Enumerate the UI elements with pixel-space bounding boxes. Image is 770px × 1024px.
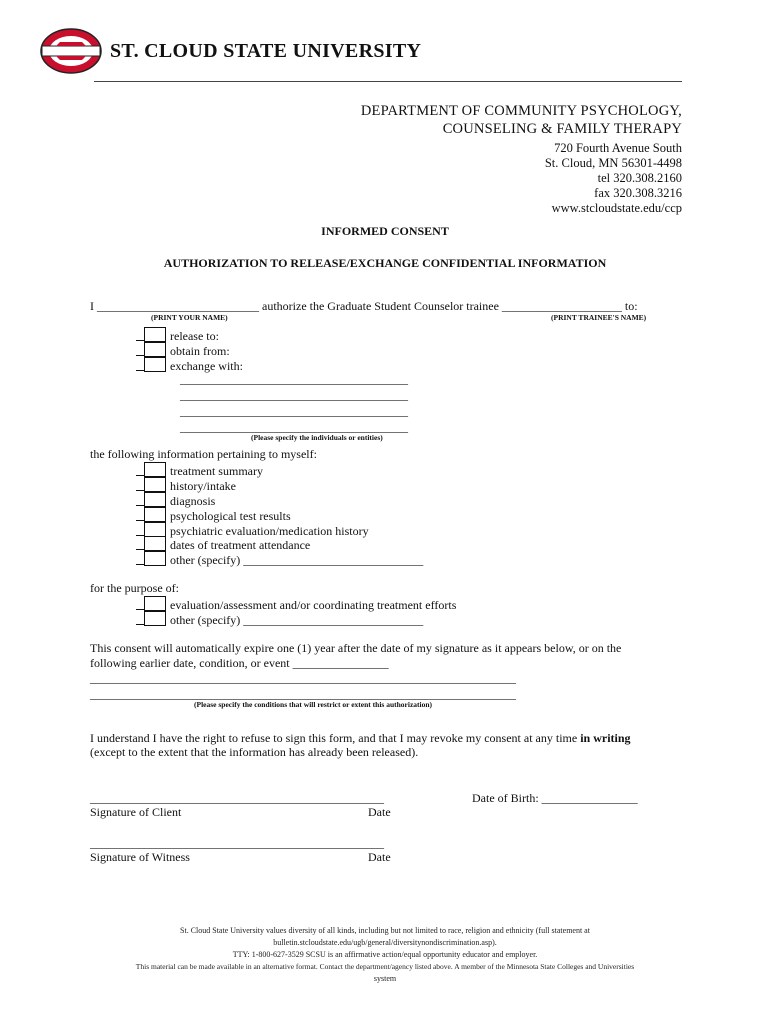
header-divider [94, 81, 682, 82]
info-checkbox[interactable] [144, 536, 166, 551]
understand-text-cont: (except to the extent that the information has already been released). [90, 745, 419, 759]
date-of-birth-field[interactable]: Date of Birth: ________________ [472, 791, 638, 805]
authorize-line: I ___________________________ authorize the Graduate Student Counselor trainee ____________________ to: [90, 299, 638, 313]
form-title: INFORMED CONSENT [321, 224, 449, 238]
info-checkbox[interactable] [144, 551, 166, 566]
release-to-checkbox[interactable] [144, 327, 166, 342]
info-checkbox[interactable] [144, 522, 166, 537]
info-option[interactable]: diagnosis [136, 492, 215, 509]
address-city: St. Cloud, MN 56301-4498 [544, 156, 682, 170]
footer-diversity-url: bulletin.stcloudstate.edu/ugb/general/diversitynondiscrimination.asp). [273, 938, 497, 947]
university-logo [40, 28, 102, 74]
info-checkbox[interactable] [144, 477, 166, 492]
witness-date-label: Date [368, 850, 391, 864]
understand-text: I understand I have the right to refuse to sign this form, and that I may revoke my consent at any time in writing [90, 731, 631, 745]
obtain-from-checkbox[interactable] [144, 342, 166, 357]
exchange-with-option[interactable]: exchange with: [136, 357, 243, 374]
purpose-intro: for the purpose of: [90, 581, 179, 595]
info-intro: the following information pertaining to myself: [90, 447, 317, 461]
witness-signature-line[interactable]: _________________________________________________ [90, 836, 384, 850]
witness-signature-label: Signature of Witness [90, 850, 190, 864]
info-option[interactable]: dates of treatment attendance [136, 536, 310, 553]
info-option[interactable]: psychiatric evaluation/medication history [136, 522, 369, 539]
client-signature-line[interactable]: _________________________________________________ [90, 791, 384, 805]
purpose-checkbox[interactable] [144, 596, 166, 611]
address-street: 720 Fourth Avenue South [554, 141, 682, 155]
fax-number: fax 320.308.3216 [594, 186, 682, 200]
form-subtitle: AUTHORIZATION TO RELEASE/EXCHANGE CONFIDENTIAL INFORMATION [163, 256, 607, 270]
purpose-checkbox[interactable] [144, 611, 166, 626]
website: www.stcloudstate.edu/ccp [551, 201, 682, 215]
footer-tty: TTY: 1-800-627-3529 SCSU is an affirmative action/equal opportunity educator and employer. [232, 950, 538, 959]
print-trainee-label: (PRINT TRAINEE'S NAME) [551, 313, 647, 322]
client-date-label: Date [368, 805, 391, 819]
release-to-option[interactable]: release to: [136, 327, 219, 344]
department-name-line2: COUNSELING & FAMILY THERAPY [442, 121, 682, 137]
in-writing-emphasis: in writing [580, 731, 631, 745]
info-option[interactable]: treatment summary [136, 462, 263, 479]
client-signature-label: Signature of Client [90, 805, 182, 819]
condition-note: (Please specify the conditions that will restrict or extent this authorization) [194, 700, 433, 709]
department-name-line1: DEPARTMENT OF COMMUNITY PSYCHOLOGY, [360, 103, 682, 119]
purpose-option[interactable]: other (specify) ______________________________ [136, 611, 423, 628]
entity-blank-line[interactable]: ______________________________________ [180, 372, 408, 386]
expire-text-cont: following earlier date, condition, or event ________________ [90, 656, 389, 670]
footer-system: system [373, 974, 397, 983]
university-name: ST. CLOUD STATE UNIVERSITY [110, 40, 422, 62]
entity-blank-line[interactable]: ______________________________________ [180, 388, 408, 402]
obtain-from-option[interactable]: obtain from: [136, 342, 230, 359]
purpose-option[interactable]: evaluation/assessment and/or coordinating treatment efforts [136, 596, 456, 613]
specify-entities-note: (Please specify the individuals or entities) [251, 433, 383, 442]
condition-blank-line[interactable]: _______________________________________________________________________ [90, 687, 516, 701]
info-checkbox[interactable] [144, 507, 166, 522]
footer-alt-format: This material can be made available in an alternative format. Contact the department/agency listed above. A member of the Minnesota State Colleges and Universities [135, 962, 635, 971]
info-option[interactable]: other (specify) ______________________________ [136, 551, 423, 568]
entity-blank-line[interactable]: ______________________________________ [180, 404, 408, 418]
info-checkbox[interactable] [144, 492, 166, 507]
condition-blank-line[interactable]: _______________________________________________________________________ [90, 671, 516, 685]
entity-blank-line[interactable]: ______________________________________ [180, 420, 408, 434]
info-checkbox[interactable] [144, 462, 166, 477]
expire-text: This consent will automatically expire one (1) year after the date of my signature as it appears below, or on the [90, 641, 622, 655]
info-option[interactable]: psychological test results [136, 507, 291, 524]
footer-diversity: St. Cloud State University values diversity of all kinds, including but not limited to race, religion and ethnicity (full statement at [180, 926, 590, 935]
exchange-with-checkbox[interactable] [144, 357, 166, 372]
print-name-label: (PRINT YOUR NAME) [151, 313, 228, 322]
info-option[interactable]: history/intake [136, 477, 236, 494]
phone-number: tel 320.308.2160 [597, 171, 682, 185]
